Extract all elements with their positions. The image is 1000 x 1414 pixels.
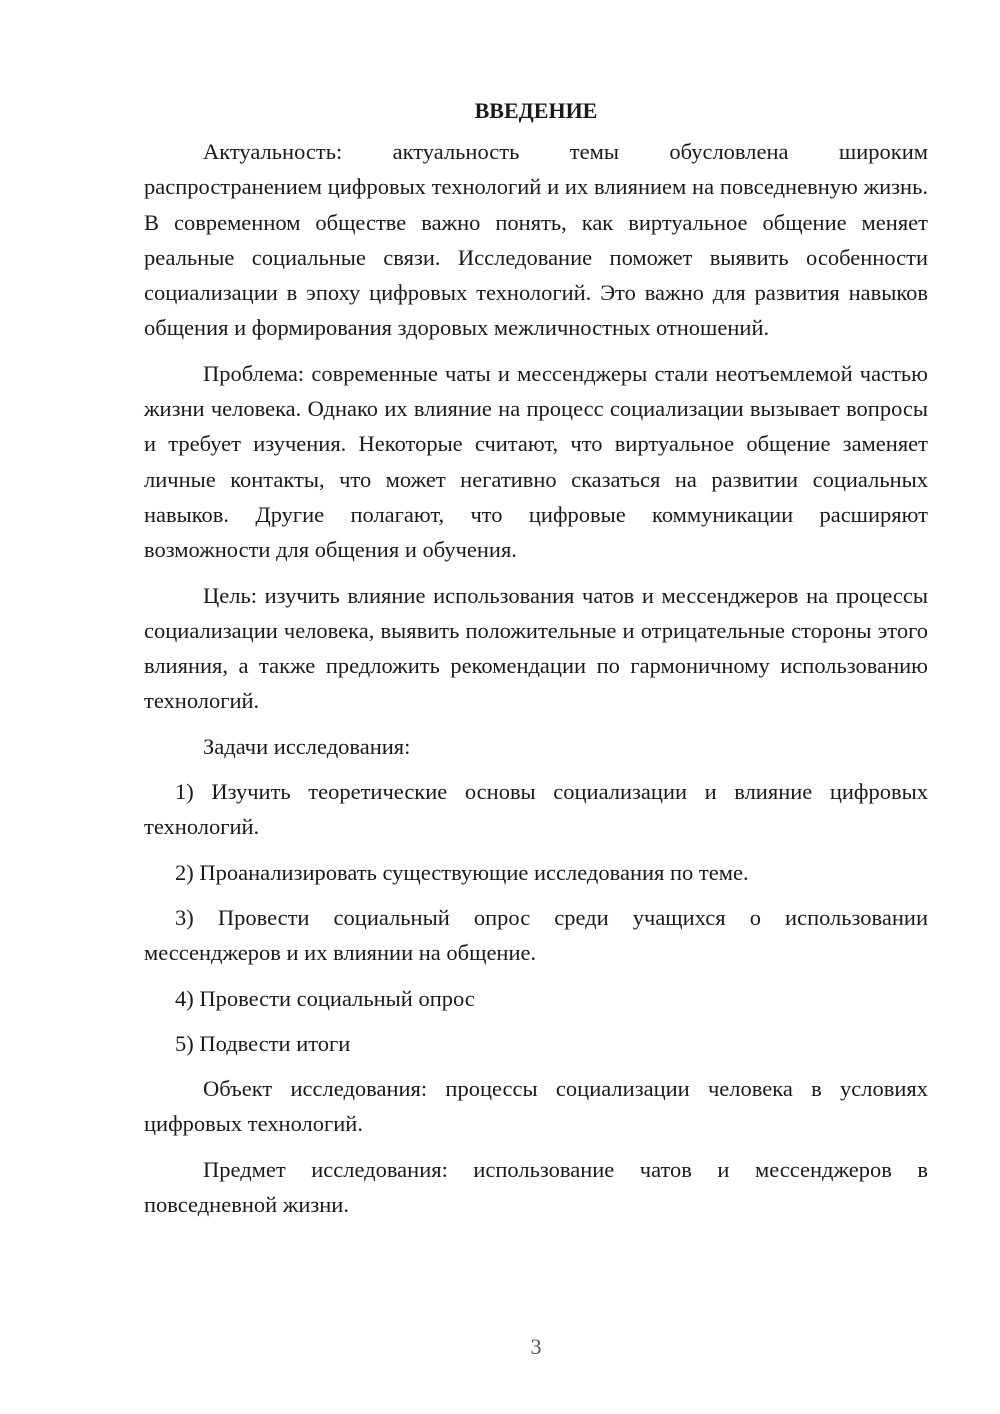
goal-paragraph: Цель: изучить влияние использования чатов и мессенджеров на процессы социализации человека, выявить положительные и отрицательные стороны этого влияния, а также предложить рекомендации по гармоничному использованию технологий. — [144, 582, 928, 714]
task-item-1: 1) Изучить теоретические основы социализации и влияние цифровых технологий. — [144, 779, 928, 840]
task-item-4: 4) Провести социальный опрос — [175, 985, 475, 1011]
page-number: 3 — [530, 1334, 542, 1359]
relevance-paragraph: Актуальность: актуальность темы обусловлена широким распространением цифровых технологий и их влиянием на повседневную жизнь. В современном обществе важно понять, как виртуальное общение меняет реальные социальные связи. Исследование поможет выявить особенности социализации в эпоху цифровых технологий. Это важно для развития навыков общения и формирования здоровых межличностных отношений. — [144, 139, 928, 341]
task-item-3: 3) Провести социальный опрос среди учащихся о использовании мессенджеров и их влиянии на общение. — [144, 904, 928, 966]
subject-paragraph: Предмет исследования: использование чатов и мессенджеров в повседневной жизни. — [144, 1156, 928, 1218]
task-item-5: 5) Подвести итоги — [175, 1030, 351, 1056]
section-heading: ВВЕДЕНИЕ — [474, 98, 598, 123]
page-content — [144, 93, 928, 1232]
tasks-title: Задачи исследования: — [203, 733, 411, 759]
problem-paragraph: Проблема: современные чаты и мессенджеры стали неотъемлемой частью жизни человека. Однако их влияние на процесс социализации вызывает вопросы и требует изучения. Некоторые считают, что виртуальное общение заменяет личные контакты, что может негативно сказаться на развитии социальных навыков. Другие полагают, что цифровые коммуникации расширяют возможности для общения и обучения. — [144, 360, 928, 563]
task-item-2: 2) Проанализировать существующие исследования по теме. — [175, 859, 749, 885]
object-paragraph: Объект исследования: процессы социализации человека в условиях цифровых технологий. — [144, 1076, 928, 1137]
